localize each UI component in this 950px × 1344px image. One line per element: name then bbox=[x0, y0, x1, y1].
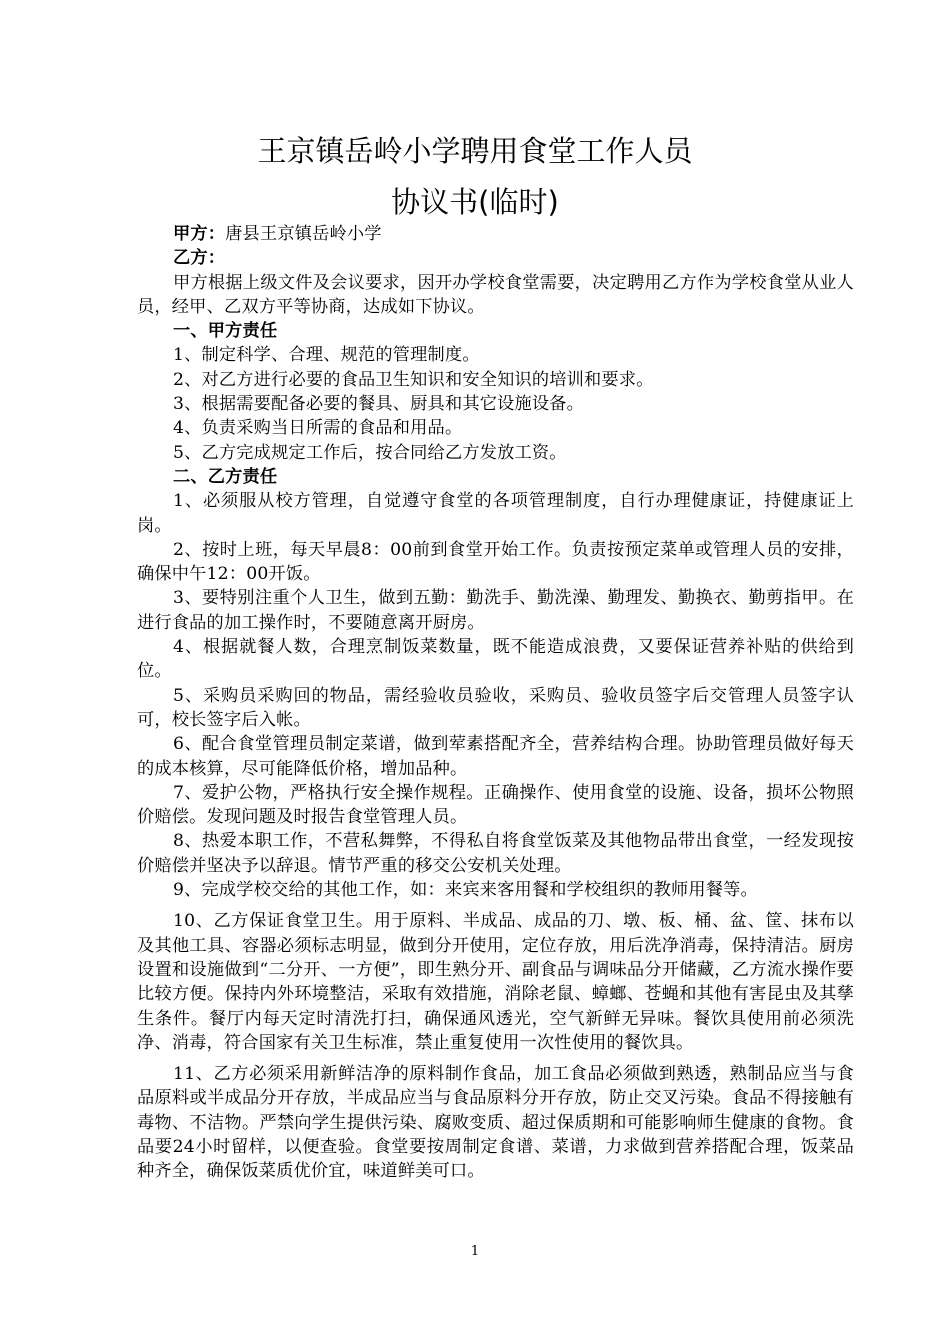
section2-item: 4、根据就餐人数，合理烹制饭菜数量，既不能造成浪费，又要保证营养补贴的供给到位。 bbox=[137, 637, 854, 682]
party-a-line bbox=[137, 222, 854, 246]
intro-paragraph: 甲方根据上级文件及会议要求，因开办学校食堂需要，决定聘用乙方作为学校食堂从业人员，经甲、乙双方平等协商，达成如下协议。 bbox=[137, 272, 854, 317]
section2-item: 3、要特别注重个人卫生，做到五勤：勤洗手、勤洗澡、勤理发、勤换衣、勤剪指甲。在进行食品的加工操作时，不要随意离开厨房。 bbox=[137, 588, 854, 633]
party-a-label: 甲方： bbox=[173, 224, 226, 244]
section2-heading: 二、乙方责任 bbox=[173, 466, 278, 487]
section1-item: 2、对乙方进行必要的食品卫生知识和安全知识的培训和要求。 bbox=[173, 369, 654, 390]
section2-item: 9、完成学校交给的其他工作，如：来宾来客用餐和学校组织的教师用餐等。 bbox=[173, 880, 758, 901]
section2-item: 6、配合食堂管理员制定菜谱，做到荤素搭配齐全，营养结构合理。协助管理员做好每天的成本核算，尽可能降低价格，增加品种。 bbox=[137, 734, 854, 779]
document-subtitle: 协议书(临时) bbox=[391, 185, 559, 219]
party-a-name: 唐县王京镇岳岭小学 bbox=[225, 224, 382, 244]
section1-item: 4、负责采购当日所需的食品和用品。 bbox=[173, 418, 463, 439]
section1-item: 3、根据需要配备必要的餐具、厨具和其它设施设备。 bbox=[173, 394, 585, 415]
section2-item: 2、按时上班，每天早晨8：00前到食堂开始工作。负责按预定菜单或管理人员的安排，确保中午12：00开饭。 bbox=[137, 539, 854, 585]
section2-item: 7、爱护公物，严格执行安全操作规程。正确操作、使用食堂的设施、设备，损坏公物照价赔偿。发现问题及时报告食堂管理人员。 bbox=[137, 782, 854, 828]
section2-item: 1、必须服从校方管理，自觉遵守食堂的各项管理制度，自行办理健康证，持健康证上岗。 bbox=[137, 491, 854, 536]
section2-item: 8、热爱本职工作，不营私舞弊，不得私自将食堂饭菜及其他物品带出食堂，一经发现按价赔偿并坚决予以辞退。情节严重的移交公安机关处理。 bbox=[137, 831, 854, 876]
section1-item: 5、乙方完成规定工作后，按合同给乙方发放工资。 bbox=[173, 442, 567, 463]
section1-item: 1、制定科学、合理、规范的管理制度。 bbox=[173, 345, 480, 366]
document-body bbox=[137, 222, 854, 1184]
document-title: 王京镇岳岭小学聘用食堂工作人员 bbox=[257, 134, 693, 168]
section2-item: 10、乙方保证食堂卫生。用于原料、半成品、成品的刀、墩、板、桶、盆、筐、抹布以及其他工具、容器必须标志明显，做到分开使用，定位存放，用后洗净消毒，保持清洁。厨房设置和设施做到“二分开、一方便”，即生熟分开、副食品与调味品分开储藏，乙方流水操作要比较方便。保持内外环境整洁，采取有效措施，消除老鼠、蟑螂、苍蝇和其他有害昆虫及其孳生条件。餐厅内每天定时清洗打扫，确保通风透光，空气新鲜无异味。餐饮具使用前必须洗净、消毒，符合国家有关卫生标准，禁止重复使用一次性使用的餐饮具。 bbox=[137, 911, 854, 1053]
section2-item: 5、采购员采购回的物品，需经验收员验收，采购员、验收员签字后交管理人员签字认可，校长签字后入帐。 bbox=[137, 685, 854, 730]
section2-item: 11、乙方必须采用新鲜洁净的原料制作食品，加工食品必须做到熟透，熟制品应当与食品原料或半成品分开存放，半成品应当与食品原料分开存放，防止交叉污染。食品不得接触有毒物、不洁物。严禁向学生提供污染、腐败变质、超过保质期和可能影响师生健康的食物。食品要24小时留样，以便查验。食堂要按周制定食谱、菜谱，力求做到营养搭配合理，饭菜品种齐全，确保饭菜质优价宜，味道鲜美可口。 bbox=[137, 1064, 854, 1182]
party-b-label: 乙方： bbox=[173, 248, 226, 269]
page-number: 1 bbox=[470, 1244, 480, 1259]
party-b-line bbox=[137, 246, 854, 270]
section1-heading: 一、甲方责任 bbox=[173, 321, 278, 342]
